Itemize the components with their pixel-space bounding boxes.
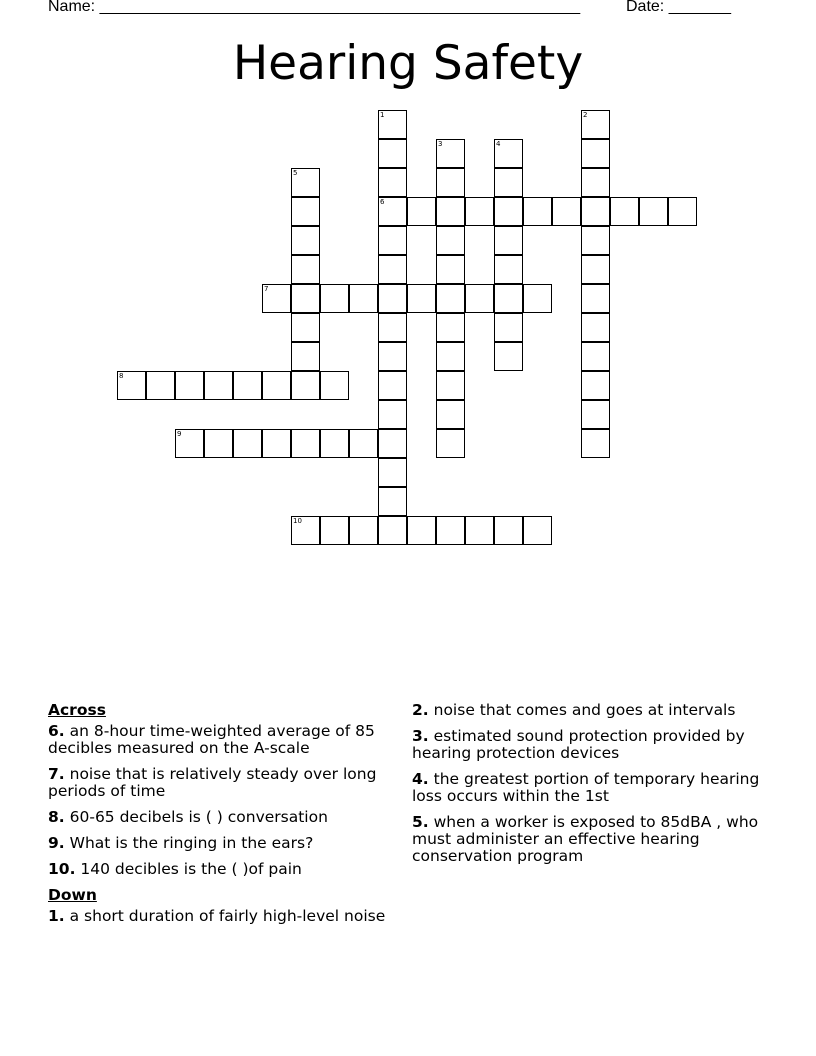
clues-right-column [412,702,772,874]
grid-cell [581,342,610,371]
clue-across-9: 9. What is the ringing in the ears? [48,834,314,852]
grid-cell [465,284,494,313]
grid-cell [349,516,378,545]
clue-number: 10 [293,517,302,525]
grid-cell [349,429,378,458]
grid-cell [175,371,204,400]
grid-cell [581,139,610,168]
grid-cell [436,371,465,400]
grid-cell [117,371,146,400]
clue-across-10: 10. 140 decibles is the ( )of pain [48,860,302,878]
grid-cell [494,284,523,313]
grid-cell [320,284,349,313]
header [48,0,768,20]
clue-number: 1 [380,111,385,119]
grid-cell [349,284,378,313]
clue-number: 2 [583,111,588,119]
grid-cell [378,110,407,139]
grid-cell [291,313,320,342]
grid-cell [581,429,610,458]
grid-cell [378,342,407,371]
grid-cell [378,429,407,458]
grid-cell [494,168,523,197]
clue-down-2: 2. noise that comes and goes at intervals [412,701,736,719]
clue-down-5: 5. when a worker is exposed to 85dBA , who must administer an effective hearing conservation program [412,813,759,865]
clue-down-1: 1. a short duration of fairly high-level noise [48,907,386,925]
grid-cell [436,313,465,342]
grid-cell [204,371,233,400]
clue-number: 8 [119,372,124,380]
clue-number: 4 [496,140,501,148]
clue-number: 7 [264,285,269,293]
grid-cell [320,371,349,400]
grid-cell [378,400,407,429]
grid-cell [436,400,465,429]
grid-cell [262,371,291,400]
clue-across-6: 6. an 8-hour time-weighted average of 85 decibles measured on the A-scale [48,722,375,757]
clue-number: 3 [438,140,443,148]
clue-number: 6 [380,198,385,206]
clue-down-4: 4. the greatest portion of temporary hearing loss occurs within the 1st [412,770,760,805]
grid-cell [494,139,523,168]
grid-cell [436,516,465,545]
grid-cell [581,226,610,255]
grid-cell [436,429,465,458]
grid-cell [378,255,407,284]
grid-cell [581,284,610,313]
grid-cell [436,255,465,284]
grid-cell [436,197,465,226]
grid-cell [291,197,320,226]
grid-cell [494,255,523,284]
grid-cell [175,429,204,458]
grid-cell [378,226,407,255]
grid-cell [233,429,262,458]
grid-cell [378,197,407,226]
grid-cell [494,342,523,371]
grid-cell [291,284,320,313]
grid-cell [465,197,494,226]
grid-cell [581,400,610,429]
grid-cell [436,226,465,255]
grid-cell [262,429,291,458]
grid-cell [378,284,407,313]
grid-cell [494,226,523,255]
grid-cell [378,313,407,342]
grid-cell [581,371,610,400]
down-heading: Down [48,886,97,904]
name-label: Name: ______________________________________________________ [48,0,581,15]
clues-left-column [48,702,388,934]
clue-across-7: 7. noise that is relatively steady over long periods of time [48,765,377,800]
grid-cell [291,516,320,545]
grid-cell [291,226,320,255]
across-heading: Across [48,701,106,719]
grid-cell [378,371,407,400]
clue-number: 9 [177,430,182,438]
grid-cell [465,516,494,545]
grid-cell [407,516,436,545]
grid-cell [581,110,610,139]
grid-cell [320,429,349,458]
grid-cell [146,371,175,400]
grid-cell [436,342,465,371]
grid-cell [378,168,407,197]
grid-cell [581,313,610,342]
grid-cell [610,197,639,226]
grid-cell [523,516,552,545]
grid-cell [668,197,697,226]
clue-number: 5 [293,169,298,177]
grid-cell [233,371,262,400]
grid-cell [523,197,552,226]
grid-cell [639,197,668,226]
clue-down-3: 3. estimated sound protection provided by hearing protection devices [412,727,745,762]
grid-cell [494,197,523,226]
grid-cell [378,516,407,545]
grid-cell [494,516,523,545]
grid-cell [436,168,465,197]
grid-cell [378,458,407,487]
grid-cell [291,255,320,284]
grid-cell [291,371,320,400]
grid-cell [436,139,465,168]
grid-cell [320,516,349,545]
grid-cell [262,284,291,313]
puzzle-title: Hearing Safety [232,36,584,91]
date-label: Date: _______ [626,0,731,15]
grid-cell [407,284,436,313]
grid-cell [291,429,320,458]
grid-cell [204,429,233,458]
grid-cell [494,313,523,342]
grid-cell [378,139,407,168]
grid-cell [581,255,610,284]
grid-cell [291,342,320,371]
grid-cell [378,487,407,516]
grid-cell [436,284,465,313]
grid-cell [291,168,320,197]
grid-cell [407,197,436,226]
clue-across-8: 8. 60-65 decibels is ( ) conversation [48,808,328,826]
grid-cell [581,197,610,226]
grid-cell [581,168,610,197]
grid-cell [523,284,552,313]
grid-cell [552,197,581,226]
